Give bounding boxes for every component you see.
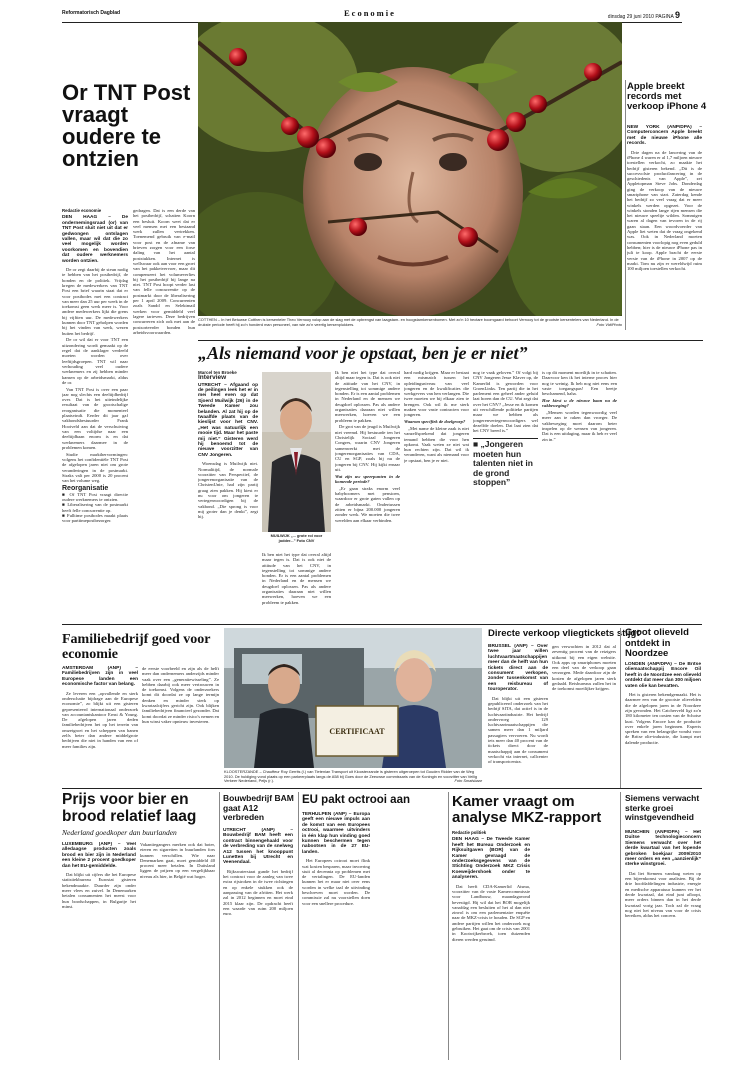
bottom-section-rule [62, 788, 702, 789]
interview-body-9: „Mensen worden tegenwoordig veel meer aan te raken dan vroeger. De vakbeweging moet daarom beter inspelen op de wensen van jongeren. Dat is een uitdaging, maar ik heb er veel zin in.” [542, 410, 617, 442]
bam-body [223, 828, 293, 1060]
apple-headline: Apple breekt records met verkoop iPhone 4 [627, 81, 707, 112]
familie-top-rule [62, 624, 702, 625]
prijs-col-1 [62, 842, 136, 1060]
apple-text: Drie dagen na de lancering van de iPhone 4 waren er al 1,7 miljoen nieuwe toestellen verkocht, zo maakte het bedrijf gisteren bekend. „Dit is de succesvolste productlancering in de geschiedenis van Apple”, zei Appletopman Steve Jobs. Donderdag ging de verkoop van de nieuwe smartphone van start. Zaterdag kende het bedrijf zo veel vraag dat er meer winkels werden opgezet. Voor de winkels stonden lange rijen mensen die het nieuwe speeltje wilden. Sommigen waren al dagen van tevoren in de rij gaan staan. Een woordvoerder van Apple liet weten dat de vraag ongekend was. Ook in Nederland moeten consumenten voorlopig nog even geduld hebben; hier is de nieuwe iPhone pas in juli te koop. Apple bracht de eerste versie van de iPhone in 2007 op de markt. Tom nu zijn er wereldwijd ruim 100 miljoen toestellen verkocht. [627, 149, 702, 272]
pull-quote-rule [473, 438, 538, 439]
cherry-caption-text: COTTHEN – In het Betuwse Cotthen is kersenteler Theo Vernooy volop aan de slag met de opbrengst van laagstam- en hoogstamkersenbomen. Met zo'n 10 hectare boomgaard behoort Vernooy tot de grootste kersentelers van Nederland. In de drukste periode heeft hij zo'n honderd man personeel, van wie zo'n veertig kersenplukkers. [198, 317, 619, 327]
interview-lead: UTRECHT – Afgaand op de peilingen leek het er in mei heel even op dat Sjoerd Muilwijk (26) in de Tweede Kamer zou belanden. Al zat hij op de twaalfde plaats van de kieslijst voor het CNV. „Het was natuurlijk een mooie tijd. Maar het paste mij niet.” Gisteren werd hij benoemd tot de nieuwe voorzitter van CNV Jongeren. [198, 382, 258, 458]
tnt-box-title: Reorganisatie [62, 485, 109, 493]
siemens-lead: MÜNCHEN (ANP/DPA) – Het Duitse technologieconcern Siemens verwacht over het derde kwartaal van het lopende gebroken boekjaar 2009/2010 meer orders en een „aanzienlijk” sterke winstgroei. [625, 830, 701, 868]
paper-name: Reformatorisch Dagblad [62, 10, 121, 16]
kloosterzande-caption-text: KLOOSTERZANDE – Chauffeur Roy Gerrits (l.) van Tietenian Transport uit Kloosterzande is gisteren uitgeroepen tot Gouden Ridder van de Weg 2010. De huldiging vond plaats op een parkeerplaats langs de A58 bij Goes door de Zeeuwse commissaris van de Koningin en voorzitter van Veilig Verkeer Nederland, Peijs (r.). [224, 769, 478, 784]
interview-body-6: „Met name de kleine zaak is niet vanzelfsprekend dat jongeren iemand hebben die voor hen opkomt. Vaak weten ze niet wat hun rechten zijn. Dat wil ik veranderen, want als niemand voor je opstaat, ben je er niet. [404, 425, 469, 463]
eu-lead: TERHULPEN (ANP) – Europa geeft een nieuwe impuls aan de komst van een Europees octrooi, waarmee uitvinders in één klap hun vinding goed kunnen beschermen tegen nabootsen in de 27 EU-landen. [302, 812, 370, 855]
square-bullet-icon: ■ [62, 502, 68, 508]
eu-col-1 [302, 812, 370, 1060]
tnt-byline: Redactie economie [62, 208, 102, 213]
cherry-photo-credit: Foto VidiPhoto [596, 321, 622, 327]
mkz-headline: Kamer vraagt om analyse MKZ-rapport [452, 793, 602, 826]
certificate-badge-text: CERTIFICAAT [329, 727, 385, 736]
prijs-col-2 [140, 842, 215, 1060]
mkz-body: Dat heeft CDA-Kamerlid Atsma, voorzitter van de vaste Kamercommissie voor Landbouw, maandagavond bevestigd. Hij wil dat het BOR mogelijk vanafdag een besluiten of het al dan niet zinvol is om een parlementaire enquête naar de MKZ-crisis te houden. De SGP en andere partijen willen het onderzoek nog gebruiken. Het gaat om de crisis van 2001 in Kootwijkerbroek, toen duizenden dieren werden geruimd. [452, 883, 530, 942]
prijs-body-1: Dat blijkt uit cijfers die het Europese statistiekbureau Eurostat gisteren bekendmaakte. Duurder zijn onder meer vlees en zuivel. In Denemarken betalen consumenten het meest voor hun boodschappen, in Bulgarije het minst. [62, 872, 136, 909]
interview-author: Marcel ten Broeke [198, 370, 237, 375]
vliegtickets-col-2 [552, 644, 616, 784]
kloosterzande-caption [224, 770, 482, 784]
vliegtickets-body-2: gen verwachten in 2012 dat al zeventig procent van de reizigers uitkomt bij een eigen website. Ook apps op smartphones moeten een deel van de verkoop gaan verzorgen. Mede daardoor zijn de kosten de afgelopen jaren sterk gedaald. Reisbureaus zullen het in de toekomst moeilijker krijgen. [552, 644, 616, 692]
interview-pull-quote: ■ „Jongeren moeten hun talenten niet in de grond stoppen” [473, 439, 533, 488]
mkz-col-1 [452, 830, 530, 1060]
mkz-col-2 [534, 830, 616, 1060]
tnt-body-3: Van TNT Post is over een paar jaar nog slechts een deeltijdbedrijf over. Dat is het uiteindelijke resultaat van de grootschalige reorganisatie die momenteel plaatsvindt. Eerder dit jaar gaf vakbondsbestuurder Frank Hooiveld aan dat de verschuiving van een voltijdse naar een deeltijdbaan enorm is en dat werknemers daarmee in de problemen komen. [62, 386, 128, 450]
prijs-subhead: Nederland goedkoper dan buurlanden [62, 828, 177, 837]
interview-body-3: De grot van de jeugd is Muilwijk niet vreemd. Hij bestuurde ten het Christelijk Sociaal Jongeren Congres, waarin CNV Jongeren samenwerkt met de jongerenorganisaties van CDA, CU en SGP, zoals hij nu de jongeren bij CNV. Hij kijkt ernaar uit. [335, 424, 400, 472]
apple-body [627, 125, 702, 330]
kloosterzande-photo [224, 628, 482, 768]
cherry-photo-art [198, 22, 622, 316]
olieveld-lead: LONDEN (ANP/DPA) – De Britse oliemaatschappij Encore Oil heeft in de Noordzee een olieveld ontdekt dat meer dan 300 miljoen vaten olie kan bevatten. [625, 662, 701, 689]
tnt-col2-text: gedragen. Dat is een derde van het postbedrijf, schatten Koorn een besluit. Koorn weet dat er veel mensen met een bestaand werk zullen vertrekken. Toenemend gebruik van e-mail voor post en de afname van brieven zorgen voor een forse daling van het aantal poststukken. Internet is wellswaar ook aan voor een groei van het pakketvervoer, maar dit compenseert het volumeverlies bij het postbedrijf bij lange na niet. TNT Post hoopt verder last van felle concurrentie op de postmarkt door de liberalisering per 1 april 2009. Concurrenten zoals Sandd en Selektmail werken voor gemiddeld veel lagere tarieven. Deze bedrijven concurreren zich ook met aan de postsorteerder bonden hun arbeidsvoorwaarden. [133, 208, 195, 335]
interview-body-4: „Er gaan straks enorm veel babyboomers met pensioen, waardoor er grote gaten vallen op de arbeidsmarkt. Ondertussen zitten er bijna 200.000 jongeren zonder werk. We moeten die twee werelden aan elkaar verbinden. [335, 485, 400, 523]
interview-body-7: nog te vaak geloven.” Of volgt bij CNV Jongeren Jesse Klaver op, de Kamerlid is geworden voor GroenLinks. Ten partij die in het parlement een geheel ander geluid laat horen dan de CU. Wat zegt dat over het CNV? „Jesse en ik komen uit verschillende politieke partijen maar we hebben als jongerenvertegenwoordigers wel dezelfde doelen. Dat laat zien dat het CNV breed is.” [473, 370, 538, 434]
interview-headline: „Als niemand voor je opstaat, ben je er niet” [198, 343, 528, 363]
page-label: PAGINA [655, 14, 674, 20]
familie-col-1 [62, 666, 138, 784]
interview-body-1b: Ik ben niet het type dat overal altijd maar tegen is. Dat is ook niet de attitude van het CNV, in tegenstelling tot sommige andere bonden. Er is een aantal problemen in Nederland en de mensen we deugdoel oplossen. Pas als andere organisaties daaraan niet willen meewerken, hoeven we een probleem te pakken. [262, 552, 331, 605]
cherry-caption [198, 318, 622, 327]
interview-col-6 [542, 370, 617, 620]
mkz-byline: Redactie politiek [452, 830, 487, 835]
bam-headline: Bouwbedrijf BAM gaat A12 verbreden [223, 793, 294, 822]
tnt-box-bullet: ■ Fulltime postbodes maakt plaats voor parttimepostbezorger. [62, 512, 128, 524]
prijs-lead: LUXEMBURG (ANP) – Veel alledaagse producten zoals brood en bier zijn in Nederland een kleine 2 procent goedkoper dan het EU-gemiddelde. [62, 842, 136, 869]
familie-body-1: Ze leveren een „opvallende en sterk onderschatte bijdrage aan de Europese economie”, zo blijkt uit een gisteren gepresenteerd internationaal onderzoek van accountantskantoor Ernst & Young. De afgelopen jaren deden familiebedrijven het op het terrein van omzetgroei en het scheppen van banen zelfs beter dan andere middelgrote bedrijven die niet in handen van een of meer families zijn. [62, 690, 138, 749]
date-text: dinsdag 29 juni 2010 [607, 14, 654, 20]
interview-col-4 [404, 370, 469, 620]
tnt-lead: DEN HAAG – De ondernemingsraad (or) van TNT Post sluit niet uit dat er gedwongen ontslagen vallen, maar wil dat die zo veel mogelijk worden voorkomen en bovendien dat oudere werknemers worden ontzien. [62, 215, 128, 264]
familie-lead: AMSTERDAM (ANP) – Familiebedrijven zijn in veel Europese landen een economische factor van belang. [62, 666, 138, 688]
apple-lead: NEW YORK (ANP/DPA) – Computerconcern Apple breekt met de nieuwe iPhone alle records. [627, 125, 702, 147]
tnt-column-2 [133, 208, 195, 358]
interview-question-1: Wat zijn uw speerpunten in de komende periode? [335, 473, 400, 484]
tnt-box-bullet: ■ Liberalisering van de postmarkt heeft felle concurrentie op. [62, 502, 128, 513]
kloosterzande-credit: Foto Smalsbaar [454, 778, 482, 784]
muilwijk-portrait [262, 372, 331, 532]
tnt-box-bullet: ■ Of TNT Post vraagt directie oudere werknemers te ontzien. [62, 491, 128, 503]
square-bullet-icon: ■ [62, 512, 68, 518]
interview-col-2 [262, 552, 331, 620]
olieveld-headline: Groot olieveld ontdekt in Noordzee [625, 627, 689, 659]
prijs-body-2: Vakantiegangers merken ook dat boter, eieren en sigaretten in buurlanden fors kunnen verschillen. Wie naar Denemarken gaat, moet gemiddeld 40 procent meer betalen. In Duitsland liggen de prijzen op een vergelijkbaar niveau als hier, in België wat hoger. [140, 842, 215, 879]
siemens-divider [620, 792, 621, 1060]
siemens-text: Dat liet Siemens vandaag weten op een bijeenkomst voor analisten. Bij de drie hoofdafdelingen industrie, energie en medische apparatuur kunnen ver het derde kwartaal, dat eind juni afloopt, meer orders binnen dan in het derde kwartaal vorig jaar. Toch zal de vraag nog niet het niveau van voor de crisis bereiken, aldus het concern. [625, 870, 701, 919]
interview-body-1: Woensdag is Muilwijk niet. Normalitijd, de normale voorzitter van Perspectief, de jongerenorganisatie van de ChristenUnie, had zijn partij graag zien pakken. Hij kiest er nu voor om jongeren te vertegenwoordigen bij de vakbond. „Die sprong is voor mij groter dan je denkt”, zegt hij. [198, 461, 258, 520]
masthead [62, 8, 680, 20]
mkz-divider [448, 792, 449, 1060]
bam-text: Rijkswaterstaat gunde het bedrijf het contract voor de aanleg van twee extra rijstroken in de twee richtingen en op enkele stukken ook de aanpassing van de afritten. Het werk zal in 2012 beginnen en moet eind 2015 klaar zijn. De opdracht heeft een waarde van ruim 200 miljoen euro. [223, 868, 293, 917]
siemens-headline: Siemens verwacht sterke groei winstgevendheid [625, 793, 700, 822]
page-number: 9 [674, 10, 680, 20]
muilwijk-caption: MUILWIJK „... grote rol voor jodder...” Foto CNV [270, 533, 323, 543]
tnt-reorganisatie-box [62, 486, 128, 523]
familie-body-2: de eerste voorbeeld en zijn als de helft meer dan ondernemers anderzijds minder vaak over een „generatiewisseling”. Ze hebben daarbij ook meer vertrouwen in de toekomst. Volgens de onderzoekers komt dit doordat ze op lange termijn denken en minder sterk op kwartaalcijfers gericht zijn. Ook blijken familiebedrijven financieel gezonder. Dat komt doordat ze minder risico's nemen en hun winst vaker opnieuw investeren. [142, 666, 219, 724]
kloosterzande-photo-art [224, 628, 482, 768]
interview-question-3: Hoe kiest u de nieuwe baan na de vakbeweging? [542, 397, 617, 409]
interview-label: Interview [198, 374, 227, 382]
interview-col-5 [473, 370, 538, 620]
bam-lead: UTRECHT (ANP) – Bouwbedrijf BAM heeft een contract binnengehaald voor de verbreding van de snelweg A12 tussen het knooppunt Lunetten bij Utrecht en Veenendaal. [223, 828, 293, 866]
muilwijk-photo [262, 372, 331, 532]
vliegtickets-lead: BRUSSEL (ANP) – Over twee jaar willen luchtvaartmaatschappijen meer dan de helft van hun tickets direct aan de consument verkopen, zonder tussenkomst van een reisbureau of touroperator. [488, 644, 548, 693]
tnt-body-2: De or wil dat er voor TNT een uitzondering wordt gemaakt op de regel dat de aanklager verdeeld moeten worden over leeftijdsgroepen. TNT wil naar verhouding veel oudere werknemers en zij hebben minder kansen op de arbeidsmarkt, aldus de or. [62, 337, 128, 385]
interview-col-1 [198, 370, 258, 620]
olieveld-body [625, 662, 701, 786]
eu-headline: EU pakt octrooi aan [302, 794, 410, 806]
bam-divider [219, 792, 220, 1060]
page-date [608, 10, 680, 20]
interview-body-2: Ik ben niet het type dat overal altijd maar tegen is. Dat is ook niet de attitude van het CNV, in tegenstelling tot sommige andere bonden. Er is een aantal problemen in Nederland en de mensen we deugdoel oplossen. Pas als andere organisaties daaraan niet willen meewerken, hoeven we een probleem te pakken. [335, 370, 400, 423]
vliegtickets-headline: Directe verkoop vliegtickets stijgt [488, 628, 640, 639]
interview-question-2: Waarom specifiek de doelgroep? [404, 419, 466, 425]
interview-body-5: hard nodig krijgen. Maar er bestaat een mismatch tussen het opleidingsniveau van veel jongeren en de kwalificaties die werkgevers van hen verlangen. Die twee moeten we bij elkaar zien te brengen. Ook wil ik me sterk maken voor vaste contracten voor jongeren. [404, 370, 469, 418]
tnt-body-4: Studie markthervormingen: volgens het confidentiële TNT Post de afgelopen jaren niet om grote veranderingen in de postmarkt. Straks valt per 2000 is 20 procent van het volume weg. [62, 451, 128, 484]
tnt-body-1: De or zegt daarbij de steun nodig te hebben van het postbedrijf, de bonden en de politiek. Vrijdag kregen de medewerkers van TNT Post een brief waarin staat dat er voor postbodes met een contract van meer dan 25 uur per week in de toekomst geen werk meer is. Voor andere medewerkers lijkt die grens bij vijftien uur. De medewerkers kunnen door TNT geholpen worden bij het vinden van werk, wezen buiten het bedrijf. [62, 267, 128, 336]
siemens-body [625, 830, 701, 1060]
olieveld-text: Het is gisteren bekendgemaakt. Het is daarmee een van de grootste olievelden die de afgelopen jaren in de Noordzee zijn gevonden. Het Catcherveld ligt zo'n 180 kilometer ten oosten van de Schotse kust. Volgens Encore kan de productie over enkele jaren beginnen. Experts spreken van een belangrijke vondst voor de Britse olie-industrie, die kampt met dalende productie. [625, 692, 701, 745]
cherry-photo [198, 22, 622, 316]
familie-col-2 [142, 666, 219, 784]
familie-headline: Familiebedrijf goed voor economie [62, 632, 211, 662]
pull-quote-square-icon: ■ [473, 439, 481, 450]
apple-divider [625, 80, 626, 330]
tnt-column-1 [62, 208, 128, 606]
vliegtickets-col-1 [488, 644, 548, 784]
prijs-headline: Prijs voor bier en brood relatief laag [62, 791, 197, 825]
eu-body: Het Europees octrooi moet flink wat kosten besparen, maar invoering stuit al decennia op problemen met de vertalingen. De EU-landen kunnen het er maar niet over eens worden in welke taal de uitvinding beschreven moet worden. De commissie zal nu voorstellen doen voor een snellere procedure. [302, 858, 370, 906]
eu-divider [298, 792, 299, 1060]
tnt-headline: Or TNT Post vraagt oudere te ontzien [62, 80, 191, 171]
interview-body-8: is op dit moment moeilijk in te schatten. Daarvoor ken ik het interne proces hier nog te weinig. Ik heb nog niet eens een vaste toegangspas! Een beetje beschamend, haha. [542, 370, 617, 397]
section-title: Economie [344, 8, 396, 18]
vliegtickets-body-1: Dat blijkt uit een gisteren gepubliceerd onderzoek van het bedrijf SITA, dat actief is in de luchtvaartindustrie. Het bedrijf ondervroeg 129 luchtvaartmaatschappijen die samen meer dan 1 miljard passagiers vervoeren. Nu wordt iets meer dan 40 procent van de tickets direct door de maatschappij aan de consument verkocht via internet, callcenter of transportcentra. [488, 695, 548, 765]
eu-col-2 [374, 812, 444, 1060]
mkz-lead: DEN HAAG – De Tweede Kamer heeft het Bureau Onderzoek en Rijksuitgaven (BOR) van de Kamer gevraagd de onderzoeksgegevens van de Stichting Onderzoek MKZ Crisis Koeweijdershoek onder te analyseren. [452, 837, 530, 881]
interview-col-3 [335, 370, 400, 620]
olieveld-divider [620, 628, 621, 788]
square-bullet-icon: ■ [62, 491, 70, 497]
